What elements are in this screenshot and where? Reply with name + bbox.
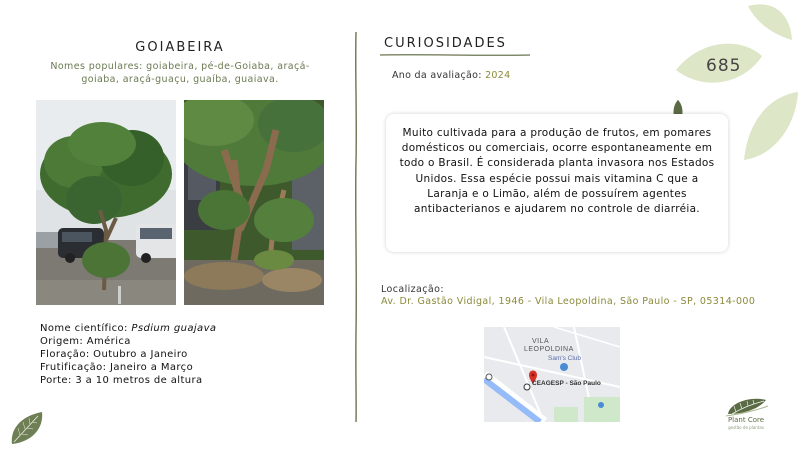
location-map[interactable] [484, 327, 620, 422]
fruiting-row: Frutificação: Janeiro a Março [40, 362, 194, 373]
size-row: Porte: 3 a 10 metros de altura [40, 375, 203, 386]
evaluation-year [392, 70, 510, 81]
year-value: 2024 [485, 70, 511, 81]
scientific-name: Psdium guajava [131, 323, 217, 334]
flowering-row: Floração: Outubro a Janeiro [40, 349, 188, 360]
vertical-divider [352, 32, 360, 422]
leaf-decoration-bottom-left [8, 408, 48, 448]
brand-tagline: gestão de plantas [728, 425, 764, 430]
map-pin-label: CEAGESP - São Paulo [532, 380, 601, 387]
map-store-label: Sam's Club [548, 355, 582, 362]
popular-names: Nomes populares: goiabeira, pé-de-Goiaba, araçá-goiaba, araçá-guaçu, guaíba, guaiava. [50, 61, 310, 85]
plant-title: GOIABEIRA [135, 40, 225, 55]
plant-facts [40, 322, 216, 387]
curiosities-title: CURIOSIDADES [384, 36, 507, 51]
origin-row: Origem: América [40, 336, 131, 347]
map-district-label: VILA LEOPOLDINA [524, 338, 574, 353]
scientific-name-row [40, 322, 216, 335]
evaluation-number-badge: 685 [706, 56, 742, 76]
title-underline [380, 52, 530, 58]
curiosities-text: Muito cultivada para a produção de frutos, em pomares domésticos ou comerciais, ocorre espontaneamente em todo o Brasil. É considerada planta invasora nos Estados Unidos. Essa espécie possui mais vitamina C que a Laranja e o Limão, além de possuírem agentes antibacterianos e ajudarem no controle de diarréia. [399, 127, 715, 216]
scientific-name-label: Nome científico: [40, 323, 128, 334]
location-label: Localização: [381, 284, 444, 295]
year-label: Ano da avaliação: [392, 70, 482, 81]
brand-name: Plant Core [727, 416, 765, 424]
tree-photo [36, 100, 176, 305]
location-address: Av. Dr. Gastão Vidigal, 1946 - Vila Leopoldina, São Paulo - SP, 05314-000 [381, 296, 756, 307]
trunk-photo [184, 100, 324, 305]
